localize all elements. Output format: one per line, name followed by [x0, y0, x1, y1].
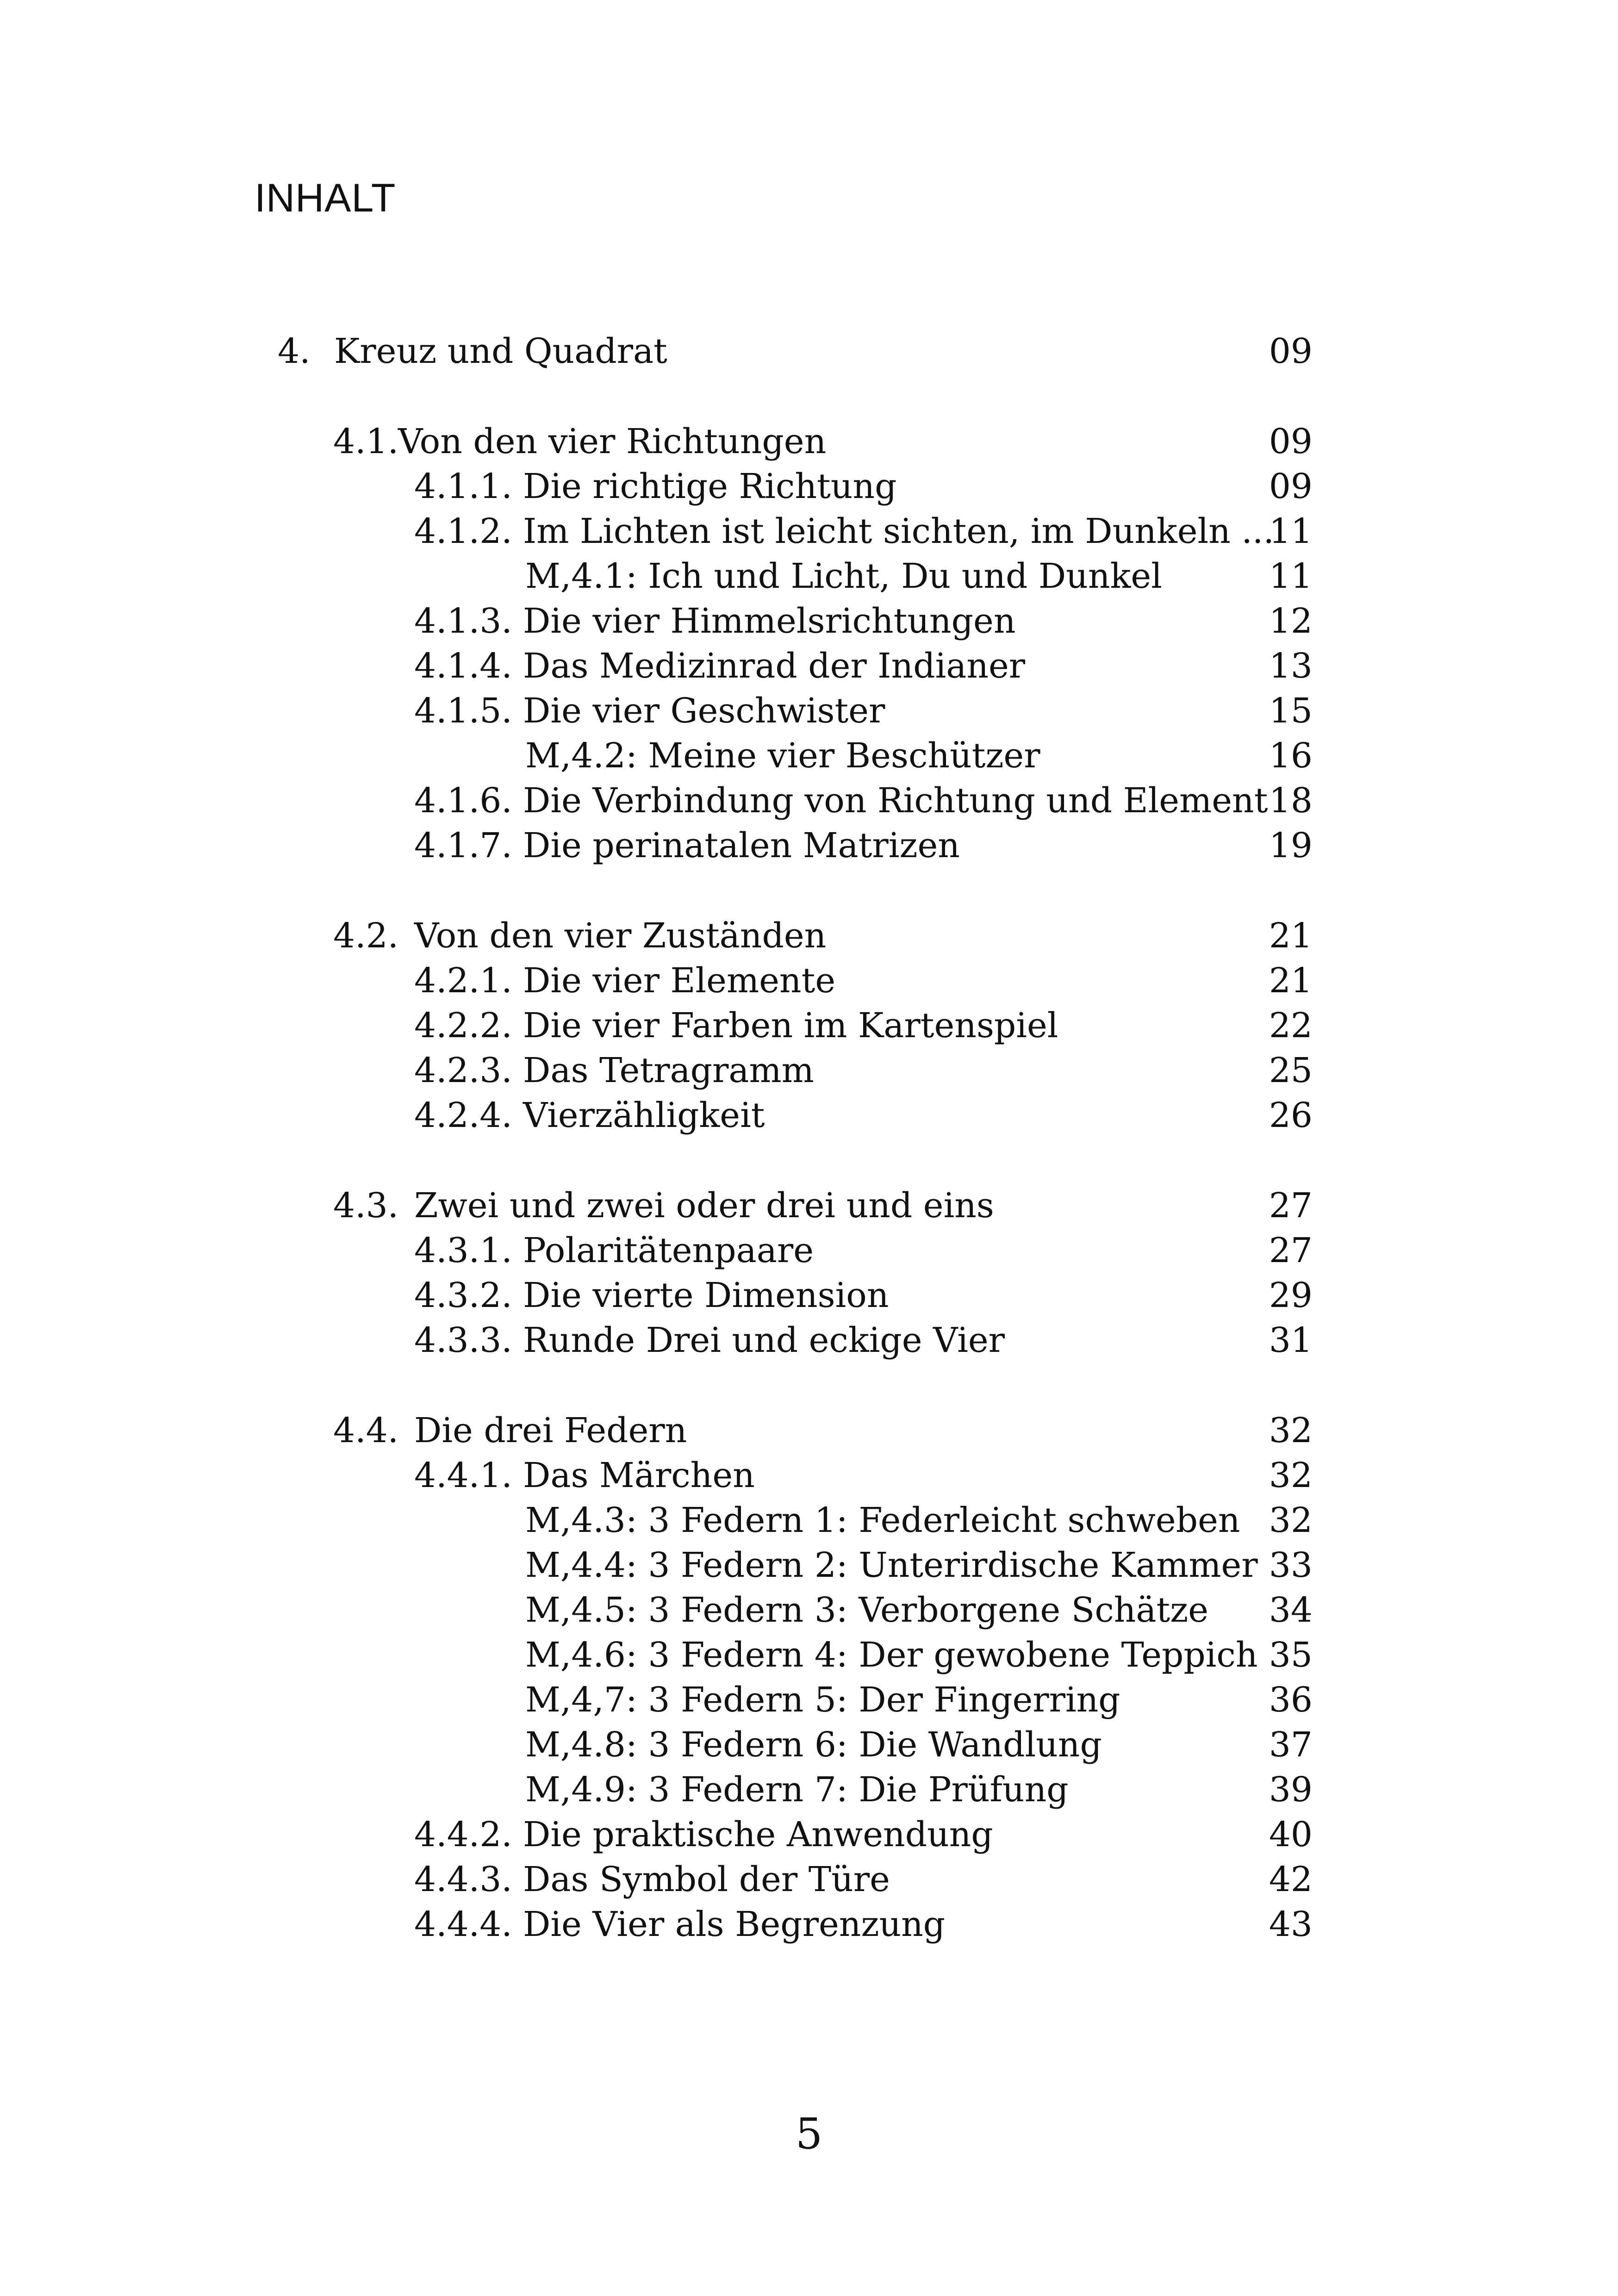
- toc-entry-title: M,4.6: 3 Federn 4: Der gewobene Teppich: [525, 1635, 1258, 1675]
- toc-entry-title: Die drei Federn: [414, 1411, 687, 1450]
- toc-entry-page: 35: [1269, 1635, 1313, 1675]
- toc-entry: [0, 1003, 1618, 1048]
- toc-entry-page: 16: [1269, 736, 1313, 776]
- toc-entry-number: 4.1.7.: [414, 826, 512, 865]
- toc-entry-number: 4.1.2.: [414, 511, 512, 551]
- toc-entry-title: M,4.5: 3 Federn 3: Verborgene Schätze: [525, 1590, 1209, 1630]
- toc-entry-title: Von den vier Zuständen: [414, 916, 827, 956]
- toc-entry-title: Die vier Himmelsrichtungen: [523, 601, 1016, 641]
- toc-entry-title: Die vier Farben im Kartenspiel: [523, 1006, 1058, 1045]
- toc-entry: [0, 1632, 1618, 1678]
- toc-entry: [0, 823, 1618, 868]
- toc-entry: [0, 778, 1618, 823]
- toc-entry: [0, 329, 1618, 374]
- toc-entry-title: Im Lichten ist leicht sichten, im Dunkeln ...: [523, 511, 1274, 551]
- toc-entry: [0, 1048, 1618, 1093]
- toc-entry-page: 12: [1269, 601, 1313, 641]
- toc-entry: [0, 643, 1618, 689]
- toc-entry-title: Die richtige Richtung: [523, 467, 897, 506]
- toc-entry-title: Das Märchen: [523, 1456, 755, 1495]
- toc-entry: [0, 1677, 1618, 1723]
- toc-entry: [0, 1902, 1618, 1947]
- toc-entry-number: 4.1.4.: [414, 646, 512, 686]
- toc-entry-page: 21: [1269, 916, 1313, 956]
- toc-entry-number: 4.4.3.: [414, 1860, 512, 1899]
- toc-entry-page: 26: [1269, 1095, 1313, 1135]
- toc-entry: [0, 1093, 1618, 1138]
- toc-entry: [0, 1857, 1618, 1902]
- toc-entry: [0, 958, 1618, 1003]
- toc-entry-page: 09: [1269, 467, 1313, 506]
- toc-entry-page: 09: [1269, 422, 1313, 461]
- toc-entry: [0, 1498, 1618, 1543]
- toc-entry: [0, 733, 1618, 778]
- toc-entry: [0, 1722, 1618, 1767]
- toc-entry: [0, 1318, 1618, 1363]
- toc-entry-number: 4.3.: [333, 1186, 399, 1226]
- toc-entry-page: 32: [1269, 1411, 1313, 1450]
- toc-entry-number: 4.1.6.: [414, 781, 512, 821]
- toc-entry-title: Polaritätenpaare: [523, 1231, 814, 1270]
- toc-entry-title: M,4,7: 3 Federn 5: Der Fingerring: [525, 1680, 1120, 1720]
- toc-entry-title: Zwei und zwei oder drei und eins: [414, 1186, 994, 1226]
- toc-entry: [0, 1408, 1618, 1453]
- toc-entry-number: 4.1.5.: [414, 691, 512, 731]
- page-title: INHALT: [255, 176, 396, 220]
- toc-entry-number: 4.2.4.: [414, 1095, 512, 1135]
- toc-entry-page: 31: [1269, 1320, 1313, 1360]
- toc-entry-title: M,4.3: 3 Federn 1: Federleicht schweben: [525, 1500, 1240, 1540]
- toc-entry-title: M,4.1: Ich und Licht, Du und Dunkel: [525, 556, 1162, 596]
- toc-entry: [0, 464, 1618, 509]
- toc-entry-title: M,4.8: 3 Federn 6: Die Wandlung: [525, 1725, 1102, 1765]
- page-number: 5: [795, 2109, 823, 2159]
- toc-entry-title: Die vierte Dimension: [523, 1276, 889, 1315]
- toc-entry: [0, 1543, 1618, 1588]
- toc-entry-number: 4.2.: [333, 916, 399, 956]
- toc-entry-title: Von den vier Richtungen: [398, 422, 827, 461]
- toc-entry-title: Runde Drei und eckige Vier: [523, 1320, 1005, 1360]
- toc-entry-title: Das Tetragramm: [523, 1051, 814, 1090]
- toc-entry-page: 33: [1269, 1545, 1313, 1585]
- toc-entry-title: Die vier Elemente: [523, 961, 836, 1001]
- toc-entry-page: 09: [1269, 331, 1313, 371]
- toc-entry-title: Das Medizinrad der Indianer: [523, 646, 1026, 686]
- toc-entry-number: 4.2.2.: [414, 1006, 512, 1045]
- toc-entry-number: 4.4.4.: [414, 1904, 512, 1944]
- toc-entry-title: M,4.9: 3 Federn 7: Die Prüfung: [525, 1770, 1069, 1810]
- toc-entry-number: 4.4.2.: [414, 1815, 512, 1854]
- toc-entry-page: 40: [1269, 1815, 1313, 1854]
- toc-entry-number: 4.3.3.: [414, 1320, 512, 1360]
- toc-entry-number: 4.2.1.: [414, 961, 512, 1001]
- toc-entry-title: Die vier Geschwister: [523, 691, 885, 731]
- toc-entry: [0, 554, 1618, 599]
- toc-entry-number: 4.4.1.: [414, 1456, 512, 1495]
- toc-entry-page: 15: [1269, 691, 1313, 731]
- toc-entry: [0, 509, 1618, 554]
- toc-entry-page: 19: [1269, 826, 1313, 865]
- toc-entry-page: 27: [1269, 1231, 1313, 1270]
- toc-entry-number: 4.3.1.: [414, 1231, 512, 1270]
- toc-entry-number: 4.2.3.: [414, 1051, 512, 1090]
- toc-entry-number: 4.4.: [333, 1411, 399, 1450]
- toc-entry-page: 13: [1269, 646, 1313, 686]
- toc-entry-title: Die praktische Anwendung: [523, 1815, 993, 1854]
- toc-entry-page: 11: [1269, 511, 1313, 551]
- toc-entry: [0, 1273, 1618, 1318]
- toc-entry: [0, 1453, 1618, 1498]
- toc-entry-page: 32: [1269, 1500, 1313, 1540]
- toc-entry: [0, 1812, 1618, 1857]
- toc-entry-page: 42: [1269, 1860, 1313, 1899]
- toc-entry-number: 4.: [278, 331, 311, 371]
- toc-entry-number: 4.1.3.: [414, 601, 512, 641]
- toc-entry-page: 29: [1269, 1276, 1313, 1315]
- toc-entry-title: Das Symbol der Türe: [523, 1860, 890, 1899]
- toc-entry-page: 18: [1269, 781, 1313, 821]
- toc-entry-page: 36: [1269, 1680, 1313, 1720]
- toc-entry-title: Die Vier als Begrenzung: [523, 1904, 946, 1944]
- toc-entry-page: 43: [1269, 1904, 1313, 1944]
- toc-entry: [0, 1228, 1618, 1273]
- toc-entry: [0, 1767, 1618, 1812]
- toc-entry-title: Vierzähligkeit: [523, 1095, 765, 1135]
- toc-entry-title: M,4.4: 3 Federn 2: Unterirdische Kammer: [525, 1545, 1258, 1585]
- toc-entry: [0, 688, 1618, 734]
- toc-entry-title: Kreuz und Quadrat: [334, 331, 667, 371]
- toc-entry: [0, 1183, 1618, 1228]
- toc-entry-page: 25: [1269, 1051, 1313, 1090]
- toc-entry-page: 21: [1269, 961, 1313, 1001]
- toc-entry: [0, 598, 1618, 644]
- toc-entry-number: 4.3.2.: [414, 1276, 512, 1315]
- toc-entry: [0, 1587, 1618, 1633]
- toc-entry: [0, 913, 1618, 958]
- toc-entry-page: 11: [1269, 556, 1313, 596]
- toc-entry-number: 4.1.: [333, 422, 399, 461]
- toc-entry-title: Die Verbindung von Richtung und Element: [523, 781, 1268, 821]
- toc-entry-page: 32: [1269, 1456, 1313, 1495]
- toc-entry-title: M,4.2: Meine vier Beschützer: [525, 736, 1040, 776]
- toc-entry-page: 34: [1269, 1590, 1313, 1630]
- toc-entry-page: 37: [1269, 1725, 1313, 1765]
- toc-entry-title: Die perinatalen Matrizen: [523, 826, 960, 865]
- toc-entry-page: 39: [1269, 1770, 1313, 1810]
- toc-entry-number: 4.1.1.: [414, 467, 512, 506]
- toc-entry: [0, 419, 1618, 464]
- toc-entry-page: 27: [1269, 1186, 1313, 1226]
- toc-entry-page: 22: [1269, 1006, 1313, 1045]
